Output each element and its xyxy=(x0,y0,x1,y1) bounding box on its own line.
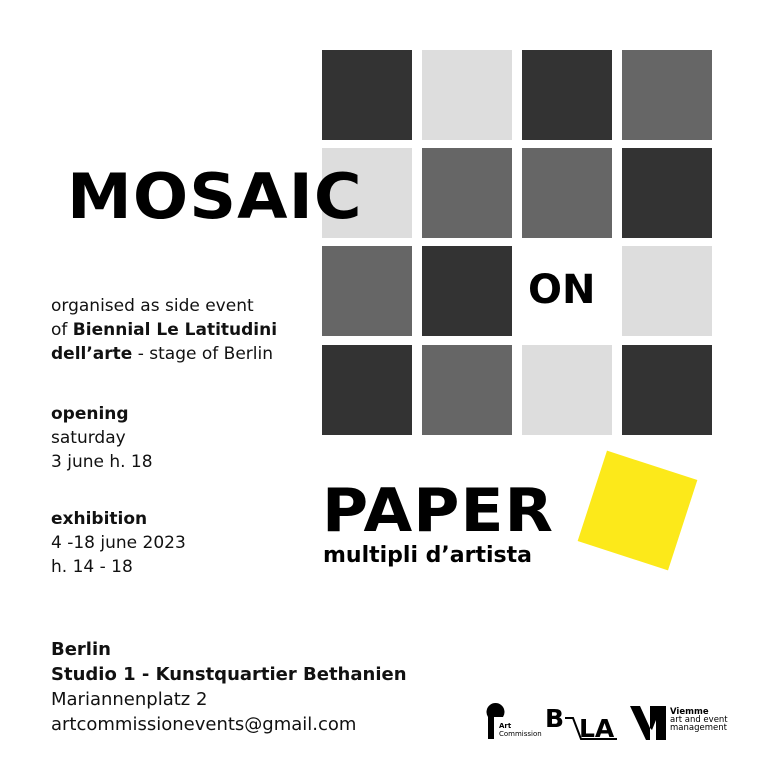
mosaic-tile xyxy=(422,246,512,336)
mosaic-tile xyxy=(322,246,412,336)
art-commission-logo xyxy=(484,703,544,743)
exhibition-block xyxy=(51,507,186,579)
title-paper: PAPER xyxy=(322,476,555,546)
viemme-name: Viemme xyxy=(670,707,709,717)
opening-block xyxy=(51,402,153,474)
mosaic-tile xyxy=(622,345,712,435)
exhibition-hours: h. 14 - 18 xyxy=(51,557,133,577)
bla-logo xyxy=(545,706,620,742)
mosaic-tile xyxy=(422,148,512,238)
mosaic-tile xyxy=(622,148,712,238)
venue-city: Berlin xyxy=(51,639,111,660)
exhibition-dates: 4 -18 june 2023 xyxy=(51,533,186,553)
biennial-name-end: dell’arte xyxy=(51,344,133,364)
yellow-square xyxy=(578,451,698,571)
bla-la: LA xyxy=(579,714,615,743)
event-stage: - stage of Berlin xyxy=(132,344,273,364)
exhibition-heading: exhibition xyxy=(51,509,148,529)
mosaic-tile xyxy=(622,246,712,336)
title-on: ON xyxy=(528,267,596,313)
mosaic-tile xyxy=(522,50,612,140)
venue-email[interactable]: artcommissionevents@gmail.com xyxy=(51,714,357,735)
venue-street: Mariannenplatz 2 xyxy=(51,689,208,710)
mosaic-tile xyxy=(322,50,412,140)
event-info-line1: organised as side event xyxy=(51,296,254,316)
bla-line-icon xyxy=(545,706,620,742)
mosaic-tile xyxy=(422,50,512,140)
bla-b: B xyxy=(545,704,565,733)
viemme-line2: management xyxy=(670,723,727,733)
viemme-mark-icon xyxy=(630,706,668,740)
mosaic-tile xyxy=(422,345,512,435)
event-info-of: of xyxy=(51,320,73,340)
venue-place: Studio 1 - Kunstquartier Bethanien xyxy=(51,664,407,685)
opening-heading: opening xyxy=(51,404,129,424)
subtitle: multipli d’artista xyxy=(323,543,532,568)
opening-day: saturday xyxy=(51,428,126,448)
opening-date: 3 june h. 18 xyxy=(51,452,153,472)
art-commission-line1: Art xyxy=(499,722,512,730)
viemme-line1: art and event xyxy=(670,715,728,725)
mosaic-tile xyxy=(522,148,612,238)
venue-block xyxy=(51,637,407,737)
event-info-line2 xyxy=(51,318,277,342)
viemme-logo xyxy=(630,706,730,746)
mosaic-tile xyxy=(522,345,612,435)
event-info-line3 xyxy=(51,342,277,366)
mosaic-tile xyxy=(622,50,712,140)
biennial-name: Biennial Le Latitudini xyxy=(72,320,278,340)
art-commission-line2: Commission xyxy=(499,730,542,738)
title-mosaic: MOSAIC xyxy=(67,160,363,233)
event-info xyxy=(51,294,277,366)
mosaic-tile xyxy=(322,345,412,435)
